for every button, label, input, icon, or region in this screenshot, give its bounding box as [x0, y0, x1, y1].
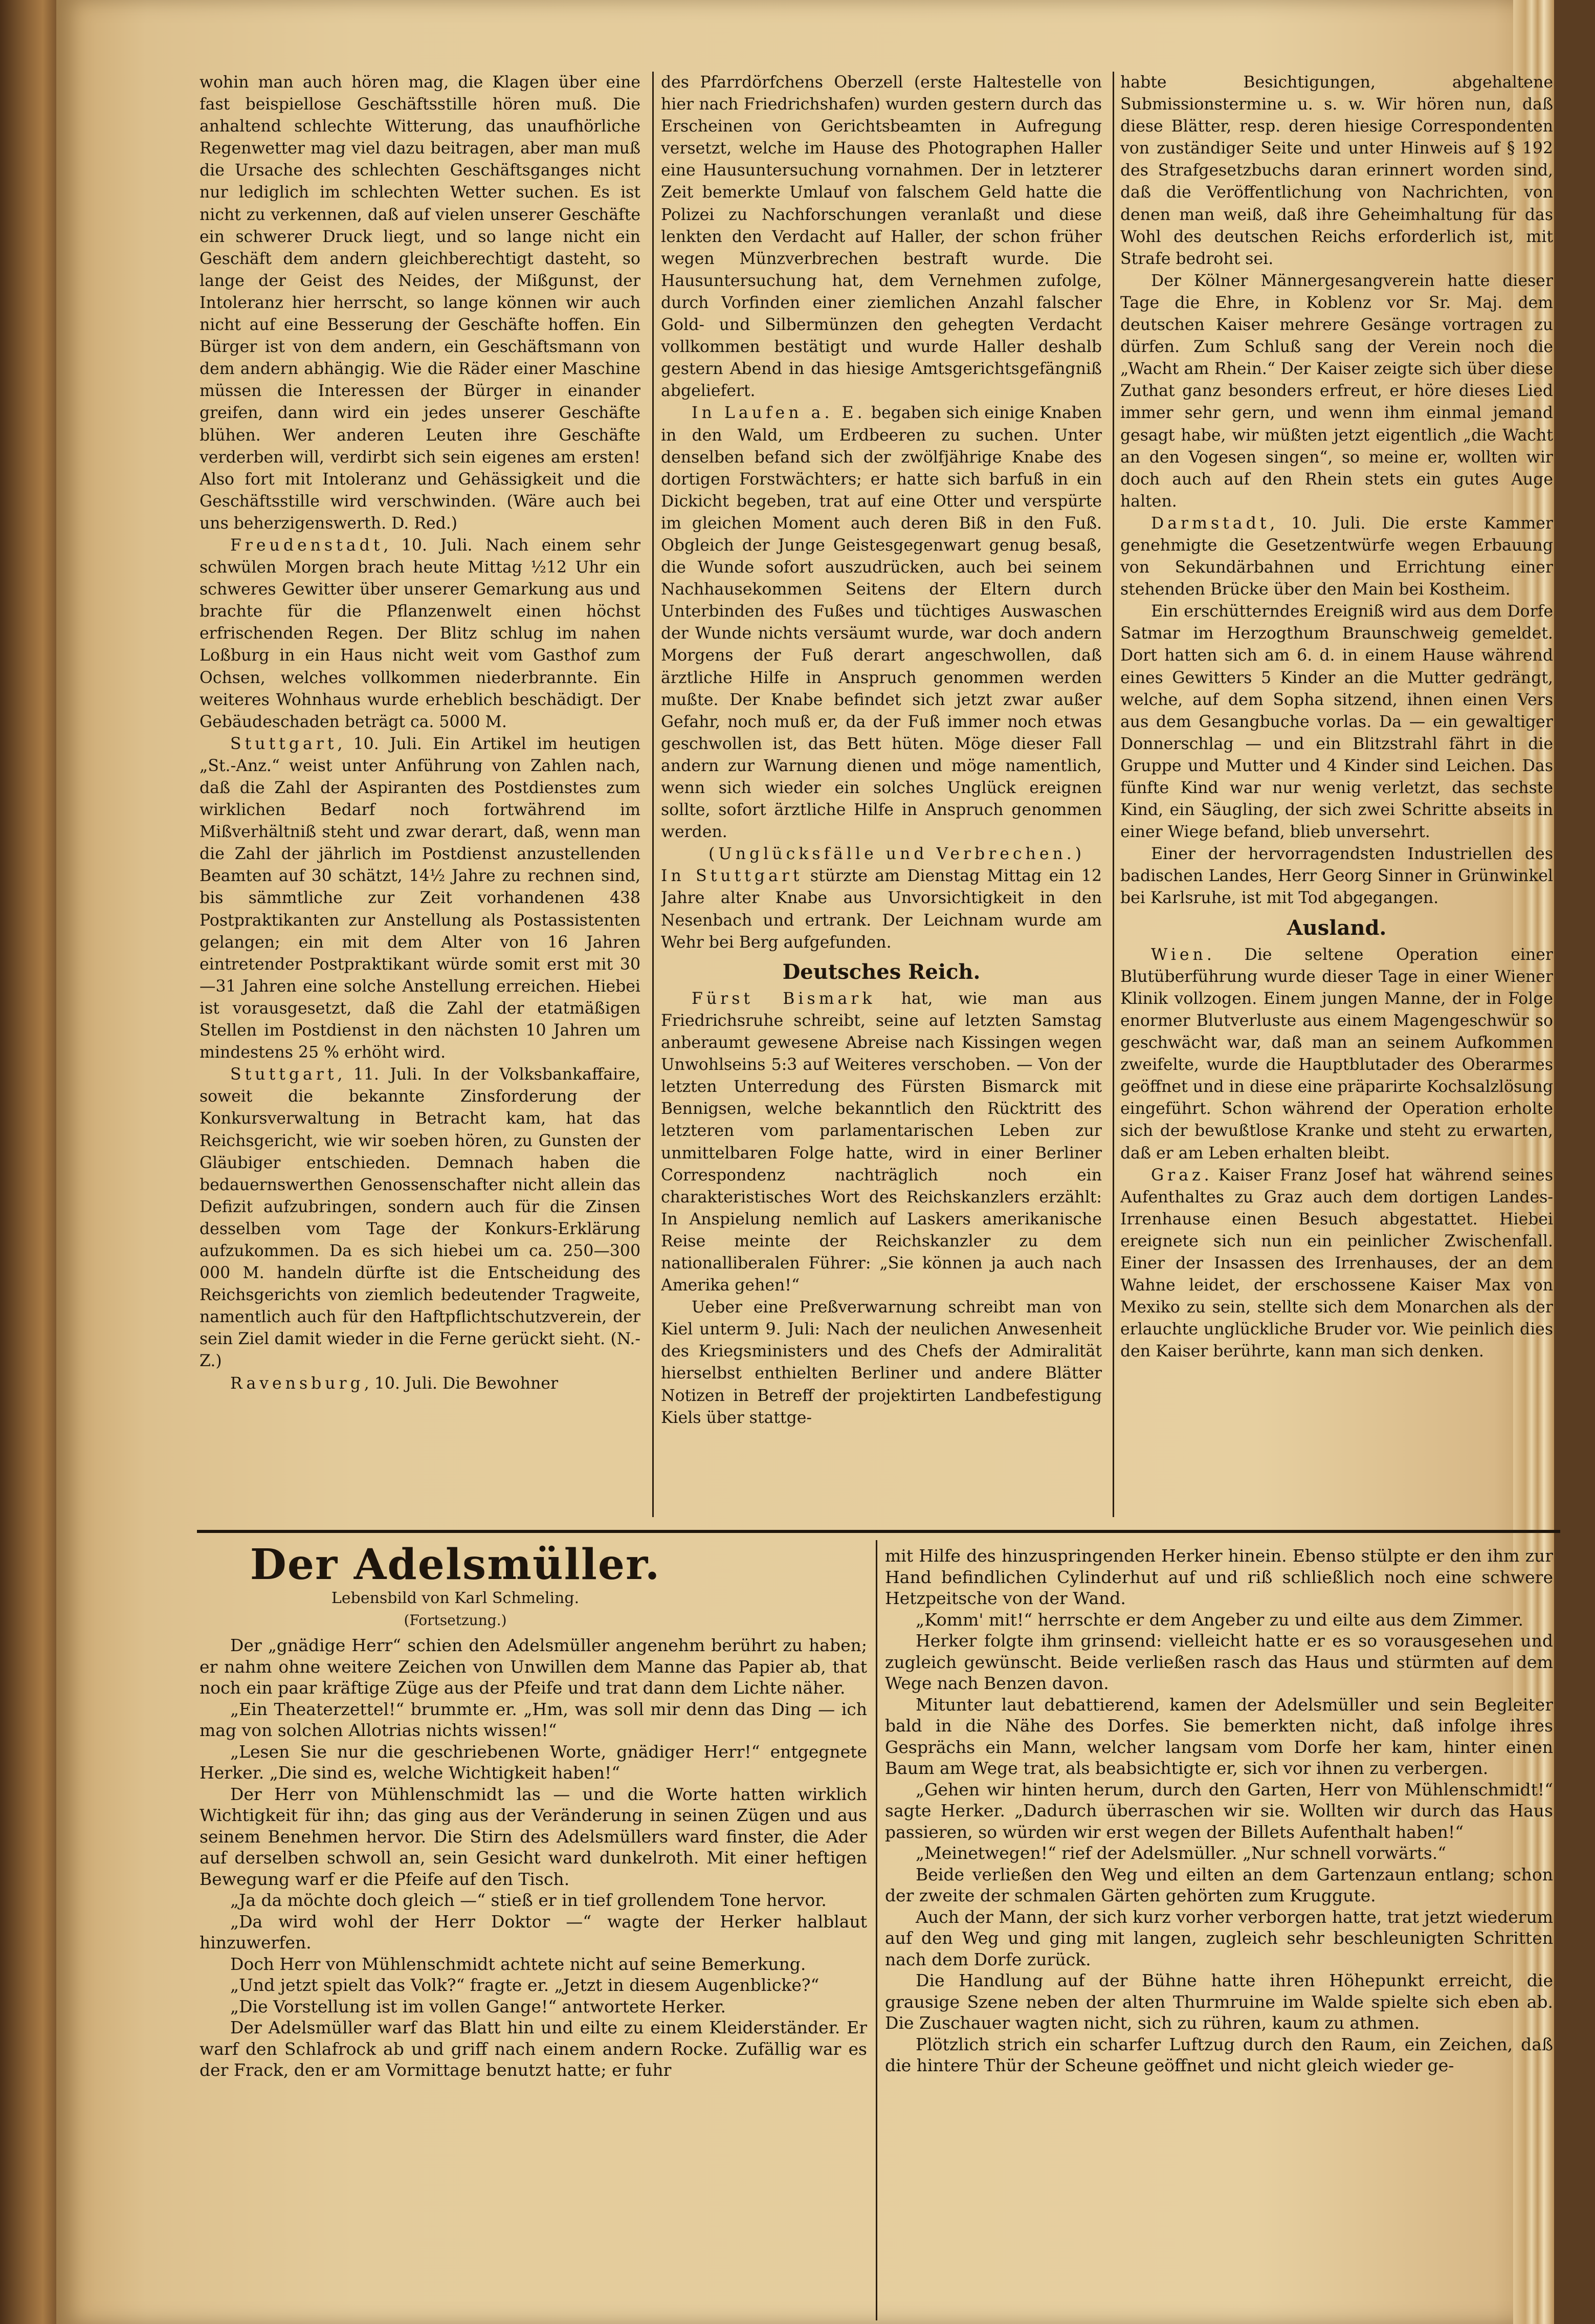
story-paragraph: Der Adelsmüller warf das Blatt hin und eilte zu einem Kleiderständer. Er warf den Schlafrock ab und griff nach einem andern Rocke. Zufällig war es der Frack, den er am Vormittage benutzt hatte; er fuhr [200, 2018, 867, 2080]
article-paragraph: Stuttgart, 10. Juli. Ein Artikel im heutigen „St.-Anz.“ weist unter Anführung von Zahlen nach, daß die Zahl der Aspiranten des Postdienstes zum wirklichen Bedarf noch fortwährend im Mißverhältniß steht und zwar derart, daß, wenn man die Zahl der jährlich im Postdienst anzustellenden Beamten auf 30 schätzt, 14½ Jahre zu rechnen sind, bis sämmtliche zur Zeit vorhandenen 438 Postpraktikanten zur Anstellung als Postassistenten gelangen; ein mit dem Alter von 16 Jahren eintretender Postpraktikant würde somit erst mit 30—31 Jahren eine solche Anstellung erreichen. Hiebei ist vorausgesetzt, daß die Zahl der etatmäßigen Stellen im Postdienst in den nächsten 10 Jahren um mindestens 25 % erhöht wird. [200, 734, 640, 1062]
article-paragraph: Fürst Bismark hat, wie man aus Friedrichsruhe schreibt, seine auf letzten Samstag anberaumt gewesene Abreise nach Kissingen wegen Unwohlseins 5:3 auf Weiteres verschoben. — Von der letzten Unterredung des Fürsten Bismarck mit Bennigsen, welche bekanntlich den Rücktritt des letzteren vom parlamentarischen Leben zur unmittelbaren Folge hatte, wird in einer Berliner Correspondenz nachträglich noch ein charakteristisches Wort des Reichskanzlers erzählt: In Anspielung nemlich auf Laskers amerikanische Reise meinte der Reichskanzler zu dem nationalliberalen Führer: „Sie können ja auch nach Amerika gehen!“ [661, 989, 1102, 1295]
book-binding [0, 0, 61, 2324]
story-paragraph: Mitunter laut debattierend, kamen der Adelsmüller und sein Begleiter bald in die Nähe des Dorfes. Sie bemerkten nicht, daß infolge ihres Gesprächs ein Mann, welcher langsam vom Dorfe her kam, hinter einen Baum am Wege trat, als beabsichtigte er, sich vor ihnen zu verbergen. [885, 1694, 1553, 1778]
story-paragraph: „Ja da möchte doch gleich —“ stieß er in tief grollendem Tone hervor. [230, 1890, 827, 1910]
section-divider [197, 1530, 1560, 1533]
article-paragraph: Freudenstadt, 10. Juli. Nach einem sehr schwülen Morgen brach heute Mittag ½12 Uhr ein schweres Gewitter über unserer Gemarkung aus und brachte für die Pflanzenwelt einen höchst erfrischenden Regen. Der Blitz schlug im nahen Loßburg in ein Haus nicht weit vom Gasthof zum Ochsen, welches vollkommen niederbrannte. Ein weiteres Wohnhaus wurde erheblich beschädigt. Der Gebäudeschaden beträgt ca. 5000 M. [200, 536, 640, 731]
column-2 [661, 72, 1102, 1527]
article-paragraph: Graz. Kaiser Franz Josef hat während seines Aufenthaltes zu Graz auch dem dortigen Landes-Irrenhause einen Besuch abgestattet. Hiebei ereignete sich nun ein peinlicher Zwischenfall. Einer der Insassen des Irrenhauses, der an dem Wahne leidet, der erschossene Kaiser Max von Mexiko zu sein, stellte sich dem Monarchen als der erlauchte unglückliche Bruder vor. Wie peinlich dies den Kaiser berührte, kann man sich denken. [1120, 1166, 1553, 1361]
story-column-left [200, 1635, 867, 2320]
story-subtitle: Lebensbild von Karl Schmeling. [331, 1589, 580, 1607]
story-paragraph: „Komm' mit!“ herrschte er dem Angeber zu und eilte aus dem Zimmer. [916, 1609, 1523, 1630]
story-paragraph: „Ein Theaterzettel!“ brummte er. „Hm, was soll mir denn das Ding — ich mag von solchen Allotrias nichts wissen!“ [200, 1699, 867, 1740]
story-paragraph: Der „gnädige Herr“ schien den Adelsmüller angenehm berührt zu haben; er nahm ohne weitere Zeichen von Unwillen dem Manne das Papier ab, that noch ein paar kräftige Züge aus der Pfeife und trat dann dem Lichte näher. [200, 1635, 867, 1698]
article-paragraph: Ravensburg, 10. Juli. Die Bewohner [230, 1374, 558, 1393]
column-rule-2 [1113, 72, 1114, 1517]
story-paragraph: „Lesen Sie nur die geschriebenen Worte, gnädiger Herr!“ entgegnete Herker. „Die sind es, welche Wichtigkeit haben!“ [200, 1741, 867, 1783]
story-paragraph: Auch der Mann, der sich kurz vorher verborgen hatte, trat jetzt wiederum auf den Weg und ging mit langen, zugleich sehr beschleunigten Schritten nach dem Dorfe zurück. [885, 1906, 1553, 1969]
column-1 [200, 72, 640, 1527]
article-paragraph: Darmstadt, 10. Juli. Die erste Kammer genehmigte die Gesetzentwürfe wegen Erbauung von Sekundärbahnen und Errichtung einer stehenden Brücke über den Main bei Kostheim. [1120, 514, 1553, 599]
story-title: Der Adelsmüller. [250, 1540, 661, 1589]
column-rule-1 [652, 72, 654, 1517]
story-paragraph: „Die Vorstellung ist im vollen Gange!“ antwortete Herker. [230, 1996, 726, 2016]
section-heading: Ausland. [1287, 915, 1387, 940]
story-paragraph: „Und jetzt spielt das Volk?“ fragte er. „Jetzt in diesem Augenblicke?“ [230, 1975, 819, 1995]
article-paragraph: Ueber eine Preßverwarnung schreibt man von Kiel unterm 9. Juli: Nach der neulichen Anwesenheit des Kriegsministers und des Chefs der Admiralität hierselbst enthielten Berliner und andere Blätter Notizen in Betreff der projektirten Landbefestigung Kiels über stattge- [661, 1298, 1102, 1427]
story-paragraph: Beide verließen den Weg und eilten an dem Gartenzaun entlang; schon der zweite der schmalen Gärten gehörten zum Kruggute. [885, 1864, 1553, 1905]
story-column-right [885, 1545, 1553, 2320]
story-paragraph: Die Handlung auf der Bühne hatte ihren Höhepunkt erreicht, die grausige Szene neben der alten Thurmruine im Walde spielte sich eben ab. Die Zuschauer wagten nicht, sich zu rühren, kaum zu athmen. [885, 1970, 1553, 2033]
article-paragraph: Wien. Die seltene Operation einer Blutüberführung wurde dieser Tage in einer Wiener Klinik vollzogen. Einem jungen Manne, der in Folge enormer Blutverluste aus einem Magengeschwür so geschwächt war, daß man an seinem Aufkommen zweifelte, wurde die Hauptblutader des Oberarmes geöffnet und in diese eine präparirte Kochsalzlösung eingeführt. Schon während der Operation erholte sich der bewußtlose Kranke und steht zu erwarten, daß er am Leben erhalten bleibt. [1120, 945, 1553, 1163]
article-paragraph: Einer der hervorragendsten Industriellen des badischen Landes, Herr Georg Sinner in Grünwinkel bei Karlsruhe, ist mit Tod abgegangen. [1120, 845, 1553, 908]
article-paragraph: habte Besichtigungen, abgehaltene Submissionstermine u. s. w. Wir hören nun, daß diese Blätter, resp. deren hiesige Correspondenten von zuständiger Seite und unter Hinweis auf § 192 des Strafgesetzbuchs daran erinnert worden sind, daß die Veröffentlichung von Nachrichten, von denen man weiß, daß ihre Geheimhaltung für das Wohl des deutschen Reichs erforderlich ist, mit Strafe bedroht sei. [1120, 73, 1553, 268]
column-3 [1120, 72, 1553, 1527]
story-paragraph: Doch Herr von Mühlenschmidt achtete nicht auf seine Bemerkung. [230, 1954, 806, 1974]
column-rule-story [876, 1540, 877, 2320]
story-paragraph: Der Herr von Mühlenschmidt las — und die Worte hatten wirklich Wichtigkeit für ihn; das ging aus der Veränderung in seinen Zügen und aus seinem Benehmen hervor. Die Stirn des Adelsmüllers ward finster, die Ader auf derselben schwoll an, sein Gesicht ward dunkelroth. Mit einer heftigen Bewegung warf er die Pfeife auf den Tisch. [200, 1784, 867, 1889]
story-paragraph: Herker folgte ihm grinsend: vielleicht hatte er es so vorausgesehen und zugleich gewünscht. Beide verließen rasch das Haus und stürmten auf dem Wege nach Benzen davon. [885, 1631, 1553, 1693]
story-paragraph: „Gehen wir hinten herum, durch den Garten, Herr von Mühlenschmidt!“ sagte Herker. „Dadurch überraschen wir sie. Wollten wir durch das Haus passieren, so würden wir erst wegen der Billets Aufenthalt haben!“ [885, 1779, 1553, 1842]
article-paragraph: des Pfarrdörfchens Oberzell (erste Haltestelle von hier nach Friedrichshafen) wurden gestern durch das Erscheinen von Gerichtsbeamten in Aufregung versetzt, welche im Hause des Photographen Haller eine Hausuntersuchung vornahmen. Der in letzterer Zeit bemerkte Umlauf von falschem Geld hatte die Polizei zu Nachforschungen veranlaßt und diese lenkten den Verdacht auf Haller, der schon früher wegen Münzverbrechen bestraft wurde. Die Hausuntersuchung hat, dem Vernehmen zufolge, durch Vorfinden einer ziemlichen Anzahl falscher Gold- und Silbermünzen den gehegten Verdacht vollkommen bestätigt und wurde Haller deshalb gestern Abend in das hiesige Amtsgerichtsgefängniß abgeliefert. [661, 73, 1102, 401]
story-continued-note: (Fortsetzung.) [404, 1612, 507, 1629]
section-heading: Deutsches Reich. [782, 959, 981, 984]
article-paragraph: In Stuttgart stürzte am Dienstag Mittag ein 12 Jahre alter Knabe aus Unvorsichtigkeit in den Nesenbach und ertrank. Der Leichnam wurde am Wehr bei Berg aufgefunden. [661, 867, 1102, 952]
article-paragraph: wohin man auch hören mag, die Klagen über eine fast beispiellose Geschäftsstille hören muß. Die anhaltend schlechte Witterung, das unaufhörliche Regenwetter mag viel dazu beitragen, aber man muß die Ursache des schlechten Geschäftsganges nicht nur lediglich im schlechten Wetter suchen. Es ist nicht zu verkennen, daß auf vielen unserer Geschäfte ein schwerer Druck liegt, und so lange nicht ein Geschäft dem andern gleichberechtigt dasteht, so lange der Geist des Neides, der Mißgunst, der Intoleranz hier herrscht, so lange können wir auch nicht auf eine Besserung der Geschäfte hoffen. Ein Bürger ist von dem andern, ein Geschäftsmann von dem andern abhängig. Wie die Räder einer Maschine müssen die Interessen der Bürger in einander greifen, dann wird ein jedes unserer Geschäfte blühen. Wer anderen Leuten ihre Geschäfte verderben will, verdirbt sich sein eigenes am ersten! Also fort mit Intoleranz und Gehässigkeit und die Geschäftsstille wird verschwinden. (Wäre auch bei uns beherzigenswerth. D. Red.) [200, 73, 640, 533]
section-subheading: (Unglücksfälle und Verbrechen.) [708, 845, 1086, 864]
story-paragraph: mit Hilfe des hinzuspringenden Herker hinein. Ebenso stülpte er den ihm zur Hand befindlichen Cylinderhut auf und riß schließlich noch eine schwere Hetzpeitsche von der Wand. [885, 1546, 1553, 1608]
story-paragraph: „Da wird wohl der Herr Doktor —“ wagte der Herker halblaut hinzuwerfen. [200, 1911, 867, 1953]
article-paragraph: Ein erschütterndes Ereigniß wird aus dem Dorfe Satmar im Herzogthum Braunschweig gemeldet. Dort hatten sich am 6. d. in einem Hause während eines Gewitters 5 Kinder an die Mutter gedrängt, welche, auf dem Sopha sitzend, ihnen einen Vers aus dem Gesangbuche vorlas. Da — ein gewaltiger Donnerschlag — und ein Blitzstrahl fährt in die Gruppe und Mutter und 4 Kinder sind Leichen. Das fünfte Kind war nur wenig verletzt, das sechste Kind, ein Säugling, der sich zwei Schritte abseits in einer Wiege befand, blieb unversehrt. [1120, 602, 1553, 842]
article-paragraph: Stuttgart, 11. Juli. In der Volksbankaffaire, soweit die bekannte Zinsforderung der Konkursverwaltung in Betracht kam, hat das Reichsgericht, wie wir soeben hören, zu Gunsten der Gläubiger entschieden. Demnach haben die bedauernswerthen Genossenschafter nicht allein das Defizit aufzubringen, sondern auch für die Zinsen desselben vom Tage der Konkurs-Erklärung aufzukommen. Da es sich hiebei um ca. 250—300 000 M. handeln dürfte ist die Entscheidung des Reichsgerichts von ziemlich bedeutender Tragweite, namentlich auch für den Haftpflichtschutzverein, der sein Ziel damit wieder in die Ferne gerückt sieht. (N.-Z.) [200, 1065, 640, 1371]
article-paragraph: In Laufen a. E. begaben sich einige Knaben in den Wald, um Erdbeeren zu suchen. Unter denselben befand sich der zwölfjährige Knabe des dortigen Forstwächters; er hatte sich barfuß in ein Dickicht begeben, trat auf eine Otter und verspürte im gleichen Moment auch deren Biß in den Fuß. Obgleich der Junge Geistesgegenwart genug besaß, die Wunde sofort auszudrücken, auch bei seinem Nachhausekommen Seitens der Eltern durch Unterbinden des Fußes und tüchtiges Auswaschen der Wunde nichts versäumt wurde, war doch andern Morgens der Fuß derart angeschwollen, daß ärztliche Hilfe in Anspruch genommen werden mußte. Der Knabe befindet sich jetzt zwar außer Gefahr, noch muß er, da der Fuß immer noch etwas geschwollen ist, das Bett hüten. Möge dieser Fall andern zur Warnung dienen und möge namentlich, wenn sich wieder ein solches Unglück ereignen sollte, sofort ärztliche Hilfe in Anspruch genommen werden. [661, 404, 1102, 842]
story-paragraph: Plötzlich strich ein scharfer Luftzug durch den Raum, ein Zeichen, daß die hintere Thür der Scheune geöffnet und nicht gleich wieder ge- [885, 2034, 1553, 2075]
article-paragraph: Der Kölner Männergesangverein hatte dieser Tage die Ehre, in Koblenz vor Sr. Maj. dem deutschen Kaiser mehrere Gesänge vortragen zu dürfen. Zum Schluß sang der Verein noch die „Wacht am Rhein.“ Der Kaiser zeigte sich über diese Zuthat ganz besonders erfreut, er höre dieses Lied immer sehr gern, und wenn ihm einmal jemand gesagt habe, wir müßten jetzt eigentlich „die Wacht an den Vogesen singen“, so meine er, wollten wir doch auch auf den Rhein stets ein gutes Auge halten. [1120, 271, 1553, 511]
story-paragraph: „Meinetwegen!“ rief der Adelsmüller. „Nur schnell vorwärts.“ [916, 1843, 1447, 1863]
